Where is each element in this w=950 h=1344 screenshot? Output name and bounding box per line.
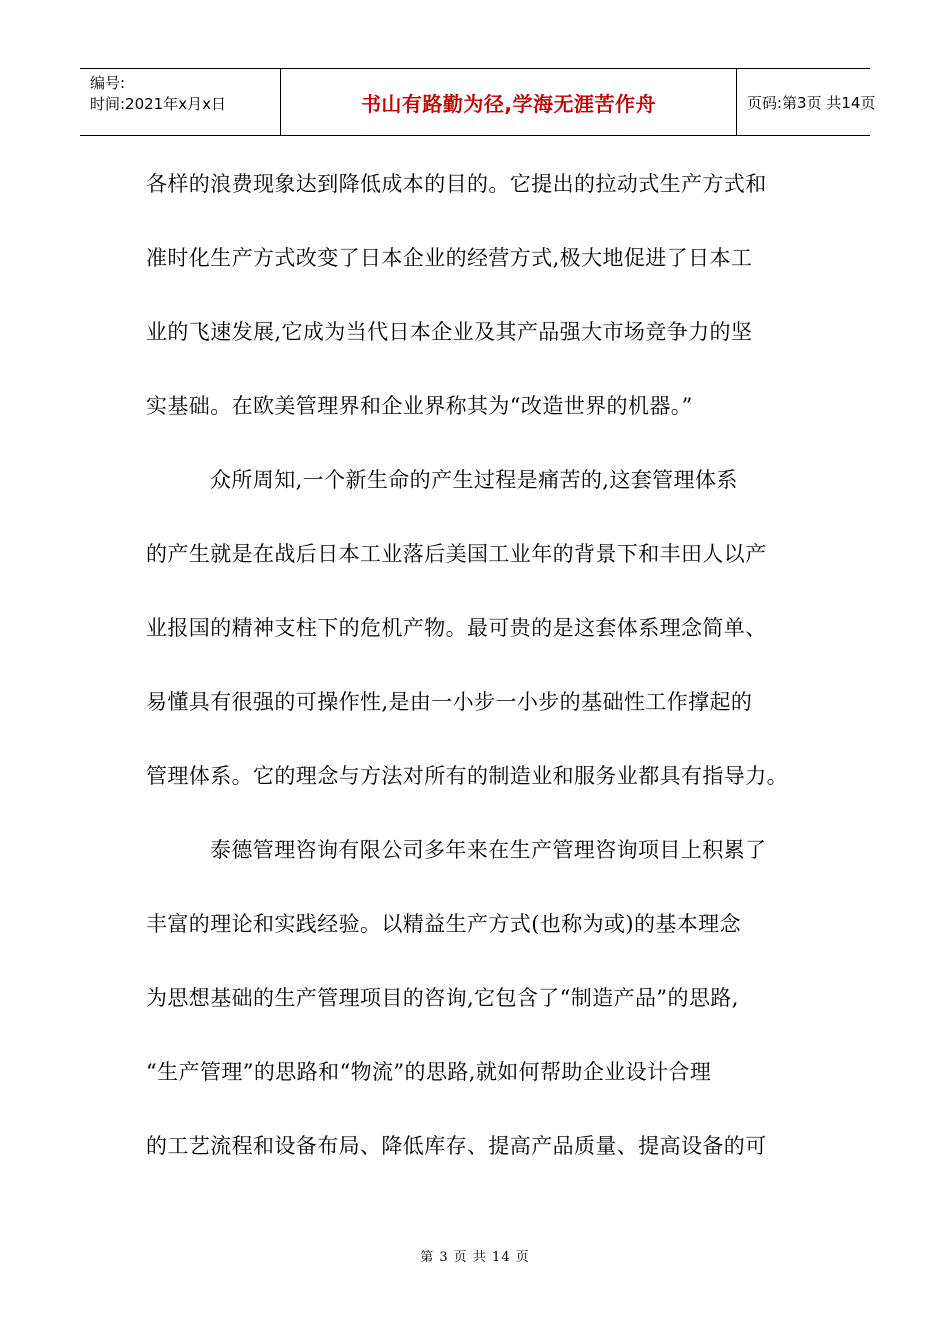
header-info-cell bbox=[80, 69, 280, 135]
page-footer: 第 3 页 共 14 页 bbox=[420, 1250, 530, 1265]
header-page-number: 页码:第3页 共14页 bbox=[747, 93, 876, 112]
body-line: 为思想基础的生产管理项目的咨询,它包含了“制造产品”的思路, bbox=[146, 986, 739, 1010]
body-line: 业报国的精神支柱下的危机产物。最可贵的是这套体系理念简单、 bbox=[146, 616, 767, 640]
body-line: 业的飞速发展,它成为当代日本企业及其产品强大市场竞争力的坚 bbox=[146, 320, 753, 344]
body-line: 丰富的理论和实践经验。以精益生产方式(也称为或)的基本理念 bbox=[146, 912, 741, 936]
body-line: 准时化生产方式改变了日本企业的经营方式,极大地促进了日本工 bbox=[146, 246, 753, 270]
page-header bbox=[80, 68, 876, 136]
document-body bbox=[146, 166, 826, 1202]
body-line: 易懂具有很强的可操作性,是由一小步一小步的基础性工作撑起的 bbox=[146, 690, 753, 714]
body-line: 各样的浪费现象达到降低成本的目的。它提出的拉动式生产方式和 bbox=[146, 172, 767, 196]
body-line: 管理体系。它的理念与方法对所有的制造业和服务业都具有指导力。 bbox=[146, 764, 788, 788]
document-time-label: 时间:2021年x月x日 bbox=[90, 95, 226, 113]
body-line: “生产管理”的思路和“物流”的思路,就如何帮助企业设计合理 bbox=[146, 1060, 712, 1084]
body-line: 众所周知,一个新生命的产生过程是痛苦的,这套管理体系 bbox=[210, 468, 738, 492]
body-line: 的产生就是在战后日本工业落后美国工业年的背景下和丰田人以产 bbox=[146, 542, 767, 566]
header-motto: 书山有路勤为径,学海无涯苦作舟 bbox=[280, 69, 737, 135]
body-line: 实基础。在欧美管理界和企业界称其为“改造世界的机器。” bbox=[146, 394, 693, 418]
document-number-label: 编号: bbox=[90, 74, 126, 92]
body-line: 的工艺流程和设备布局、降低库存、提高产品质量、提高设备的可 bbox=[146, 1134, 767, 1158]
body-line: 泰德管理咨询有限公司多年来在生产管理咨询项目上积累了 bbox=[210, 838, 767, 862]
